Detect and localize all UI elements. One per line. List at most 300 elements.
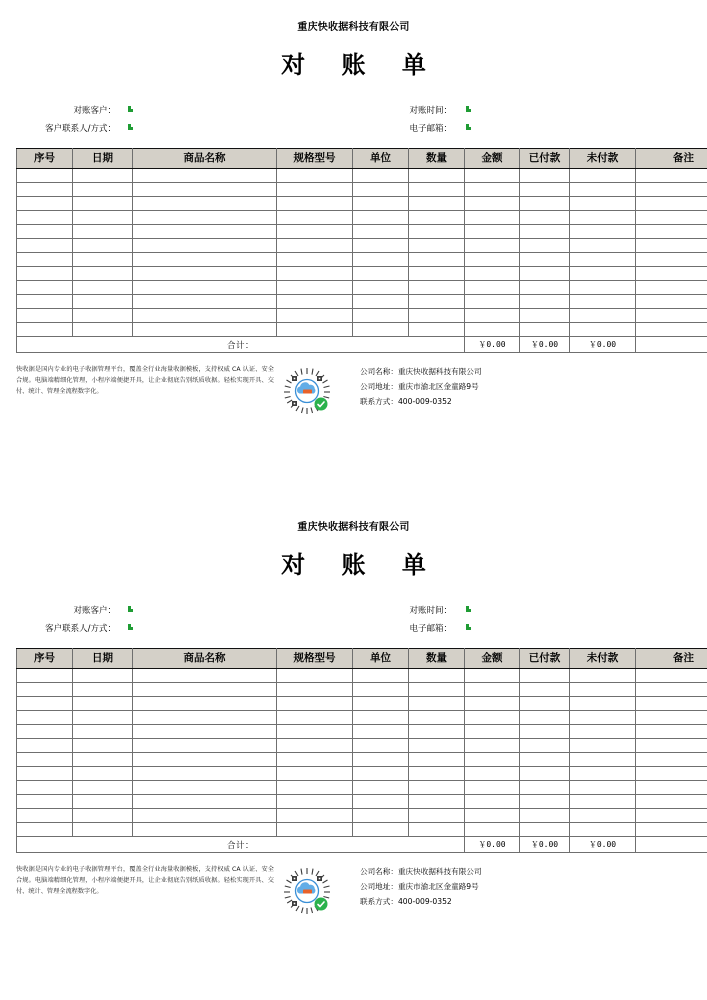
cell-qty[interactable] (409, 323, 465, 337)
table-row[interactable] (17, 309, 707, 323)
total-label: 合计： (17, 837, 465, 853)
cell-unit[interactable] (353, 253, 409, 267)
field-label: 客户联系人/方式： (45, 624, 116, 634)
cell-date[interactable] (73, 197, 133, 211)
cell-qty[interactable] (409, 309, 465, 323)
cell-seq[interactable] (17, 753, 73, 767)
cell-unit[interactable] (353, 669, 409, 683)
cell-product[interactable] (133, 183, 277, 197)
cell-amount[interactable] (465, 253, 520, 267)
cell-unpaid[interactable] (570, 669, 636, 683)
cell-seq[interactable] (17, 267, 73, 281)
cell-date[interactable] (73, 795, 133, 809)
cell-remark[interactable] (636, 253, 707, 267)
cell-product[interactable] (133, 781, 277, 795)
cell-remark[interactable] (636, 323, 707, 337)
cell-qty[interactable] (409, 711, 465, 725)
cell-spec[interactable] (277, 781, 353, 795)
cell-paid[interactable] (520, 739, 570, 753)
cell-seq[interactable] (17, 739, 73, 753)
cell-paid[interactable] (520, 683, 570, 697)
cell-unit[interactable] (353, 267, 409, 281)
cell-date[interactable] (73, 725, 133, 739)
cell-unit[interactable] (353, 823, 409, 837)
cell-seq[interactable] (17, 211, 73, 225)
cell-spec[interactable] (277, 225, 353, 239)
cell-seq[interactable] (17, 683, 73, 697)
cell-spec[interactable] (277, 669, 353, 683)
cell-unpaid[interactable] (570, 183, 636, 197)
cell-qty[interactable] (409, 781, 465, 795)
cell-amount[interactable] (465, 309, 520, 323)
total-unpaid: ￥0.00 (570, 837, 636, 853)
table-row[interactable] (17, 669, 707, 683)
column-header-unpaid: 未付款 (570, 649, 636, 669)
cell-spec[interactable] (277, 711, 353, 725)
cell-unpaid[interactable] (570, 281, 636, 295)
cell-unpaid[interactable] (570, 823, 636, 837)
cell-amount[interactable] (465, 669, 520, 683)
cell-unpaid[interactable] (570, 197, 636, 211)
cell-amount[interactable] (465, 323, 520, 337)
cell-remark[interactable] (636, 169, 707, 183)
cell-product[interactable] (133, 725, 277, 739)
cell-qty[interactable] (409, 823, 465, 837)
cell-qty[interactable] (409, 683, 465, 697)
cell-product[interactable] (133, 669, 277, 683)
cell-spec[interactable] (277, 183, 353, 197)
cell-seq[interactable] (17, 809, 73, 823)
column-header-amount: 金额 (465, 649, 520, 669)
cell-amount[interactable] (465, 823, 520, 837)
cell-amount[interactable] (465, 725, 520, 739)
table-row[interactable] (17, 183, 707, 197)
table-row[interactable] (17, 767, 707, 781)
cell-amount[interactable] (465, 295, 520, 309)
cell-seq[interactable] (17, 669, 73, 683)
cell-spec[interactable] (277, 683, 353, 697)
cell-paid[interactable] (520, 809, 570, 823)
cell-unpaid[interactable] (570, 781, 636, 795)
corp-value: 重庆市渝北区金童路9号 (397, 381, 479, 391)
cell-unpaid[interactable] (570, 739, 636, 753)
field-email[interactable] (396, 120, 686, 138)
cell-paid[interactable] (520, 225, 570, 239)
cell-product[interactable] (133, 809, 277, 823)
table-row[interactable] (17, 197, 707, 211)
cell-unpaid[interactable] (570, 323, 636, 337)
cell-unit[interactable] (353, 711, 409, 725)
cell-qty[interactable] (409, 795, 465, 809)
cell-product[interactable] (133, 309, 277, 323)
cell-date[interactable] (73, 683, 133, 697)
cell-qty[interactable] (409, 725, 465, 739)
cell-unpaid[interactable] (570, 267, 636, 281)
corp-label: 公司地址： (360, 881, 398, 891)
promo-blurb: 快收据是国内专业的电子收据管理平台，覆盖全行业海量收据模板，支持权威 CA 认证、安全合规。电脑端精细化管理，小程序端便捷开具，让企业彻底告别纸质收据。轻松实现开具、交付、统计、管理全流程数字化。 (16, 866, 274, 895)
cell-unit[interactable] (353, 683, 409, 697)
cell-remark[interactable] (636, 725, 707, 739)
cell-spec[interactable] (277, 725, 353, 739)
cell-product[interactable] (133, 739, 277, 753)
table-row[interactable] (17, 725, 707, 739)
table-row[interactable] (17, 253, 707, 267)
meta-column-left (42, 602, 372, 638)
cell-product[interactable] (133, 697, 277, 711)
cell-date[interactable] (73, 711, 133, 725)
cell-spec[interactable] (277, 253, 353, 267)
cell-seq[interactable] (17, 725, 73, 739)
table-row[interactable] (17, 753, 707, 767)
cell-unpaid[interactable] (570, 683, 636, 697)
cell-date[interactable] (73, 753, 133, 767)
cell-date[interactable] (73, 697, 133, 711)
cell-amount[interactable] (465, 711, 520, 725)
cell-remark[interactable] (636, 823, 707, 837)
cell-unpaid[interactable] (570, 725, 636, 739)
cell-remark[interactable] (636, 711, 707, 725)
table-row[interactable] (17, 697, 707, 711)
cell-date[interactable] (73, 253, 133, 267)
cell-date[interactable] (73, 669, 133, 683)
cell-spec[interactable] (277, 739, 353, 753)
total-label: 合计： (17, 337, 465, 353)
cell-product[interactable] (133, 169, 277, 183)
cell-remark[interactable] (636, 309, 707, 323)
table-row[interactable] (17, 739, 707, 753)
cell-unit[interactable] (353, 739, 409, 753)
cell-seq[interactable] (17, 281, 73, 295)
cell-product[interactable] (133, 197, 277, 211)
cell-spec[interactable] (277, 295, 353, 309)
cell-spec[interactable] (277, 323, 353, 337)
cell-amount[interactable] (465, 169, 520, 183)
cell-unpaid[interactable] (570, 211, 636, 225)
field-customer-contact[interactable] (42, 120, 372, 138)
cell-spec[interactable] (277, 267, 353, 281)
cell-qty[interactable] (409, 809, 465, 823)
cell-product[interactable] (133, 239, 277, 253)
cell-unit[interactable] (353, 781, 409, 795)
cell-amount[interactable] (465, 683, 520, 697)
cell-unpaid[interactable] (570, 253, 636, 267)
cell-remark[interactable] (636, 183, 707, 197)
cell-date[interactable] (73, 809, 133, 823)
cell-date[interactable] (73, 183, 133, 197)
table-row[interactable] (17, 281, 707, 295)
cell-remark[interactable] (636, 197, 707, 211)
cell-seq[interactable] (17, 183, 73, 197)
cell-amount[interactable] (465, 197, 520, 211)
cell-paid[interactable] (520, 267, 570, 281)
cell-spec[interactable] (277, 767, 353, 781)
column-header-unit: 单位 (353, 149, 409, 169)
cell-unpaid[interactable] (570, 767, 636, 781)
table-row[interactable] (17, 795, 707, 809)
cell-amount[interactable] (465, 267, 520, 281)
cell-qty[interactable] (409, 669, 465, 683)
cell-remark[interactable] (636, 767, 707, 781)
cell-date[interactable] (73, 739, 133, 753)
cell-product[interactable] (133, 281, 277, 295)
cell-product[interactable] (133, 753, 277, 767)
cell-remark[interactable] (636, 781, 707, 795)
cell-remark[interactable] (636, 295, 707, 309)
cell-seq[interactable] (17, 697, 73, 711)
cell-date[interactable] (73, 267, 133, 281)
cell-product[interactable] (133, 711, 277, 725)
cell-unit[interactable] (353, 309, 409, 323)
cell-seq[interactable] (17, 823, 73, 837)
cell-date[interactable] (73, 211, 133, 225)
cell-seq[interactable] (17, 197, 73, 211)
cell-unit[interactable] (353, 239, 409, 253)
green-marker-icon (128, 124, 133, 130)
cell-remark[interactable] (636, 211, 707, 225)
page-title: 对 账 单 (281, 551, 440, 579)
cell-paid[interactable] (520, 183, 570, 197)
cell-seq[interactable] (17, 795, 73, 809)
cell-remark[interactable] (636, 697, 707, 711)
cell-remark[interactable] (636, 669, 707, 683)
cell-remark[interactable] (636, 683, 707, 697)
cell-date[interactable] (73, 281, 133, 295)
cell-seq[interactable] (17, 169, 73, 183)
cell-spec[interactable] (277, 823, 353, 837)
cell-unpaid[interactable] (570, 295, 636, 309)
cell-unpaid[interactable] (570, 309, 636, 323)
table-row[interactable] (17, 211, 707, 225)
cell-qty[interactable] (409, 767, 465, 781)
field-account-date[interactable] (396, 602, 686, 620)
cell-unit[interactable] (353, 211, 409, 225)
cell-unit[interactable] (353, 697, 409, 711)
cell-qty[interactable] (409, 281, 465, 295)
cell-qty[interactable] (409, 197, 465, 211)
cell-product[interactable] (133, 823, 277, 837)
cell-date[interactable] (73, 309, 133, 323)
cell-date[interactable] (73, 169, 133, 183)
cell-amount[interactable] (465, 211, 520, 225)
cell-unpaid[interactable] (570, 753, 636, 767)
cell-qty[interactable] (409, 739, 465, 753)
cell-remark[interactable] (636, 267, 707, 281)
cell-date[interactable] (73, 239, 133, 253)
field-label: 电子邮箱： (409, 124, 452, 134)
cell-unpaid[interactable] (570, 239, 636, 253)
cell-unpaid[interactable] (570, 711, 636, 725)
cell-qty[interactable] (409, 211, 465, 225)
cell-paid[interactable] (520, 253, 570, 267)
cell-remark[interactable] (636, 225, 707, 239)
cell-date[interactable] (73, 323, 133, 337)
cell-spec[interactable] (277, 239, 353, 253)
cell-date[interactable] (73, 295, 133, 309)
cell-product[interactable] (133, 683, 277, 697)
cell-spec[interactable] (277, 795, 353, 809)
cell-product[interactable] (133, 253, 277, 267)
statement-table-wrap (16, 148, 694, 353)
table-row[interactable] (17, 683, 707, 697)
cell-qty[interactable] (409, 239, 465, 253)
cell-paid[interactable] (520, 795, 570, 809)
cell-amount[interactable] (465, 239, 520, 253)
cell-product[interactable] (133, 267, 277, 281)
cell-date[interactable] (73, 781, 133, 795)
cell-paid[interactable] (520, 211, 570, 225)
cell-paid[interactable] (520, 781, 570, 795)
cell-spec[interactable] (277, 211, 353, 225)
cell-paid[interactable] (520, 281, 570, 295)
cell-qty[interactable] (409, 267, 465, 281)
table-row[interactable] (17, 781, 707, 795)
cell-spec[interactable] (277, 281, 353, 295)
column-header-spec: 规格型号 (277, 149, 353, 169)
table-header-row (17, 649, 707, 669)
cell-unit[interactable] (353, 197, 409, 211)
cell-paid[interactable] (520, 239, 570, 253)
meta-column-left (42, 102, 372, 138)
cell-remark[interactable] (636, 739, 707, 753)
cell-qty[interactable] (409, 225, 465, 239)
cell-qty[interactable] (409, 169, 465, 183)
cell-unit[interactable] (353, 169, 409, 183)
cell-unit[interactable] (353, 295, 409, 309)
corp-line-phone (360, 395, 482, 410)
cell-unpaid[interactable] (570, 697, 636, 711)
cell-unit[interactable] (353, 281, 409, 295)
cell-qty[interactable] (409, 697, 465, 711)
table-row[interactable] (17, 809, 707, 823)
cell-paid[interactable] (520, 753, 570, 767)
cell-remark[interactable] (636, 281, 707, 295)
cell-paid[interactable] (520, 309, 570, 323)
field-label: 对账时间： (409, 106, 452, 116)
cell-qty[interactable] (409, 753, 465, 767)
table-row[interactable] (17, 295, 707, 309)
cell-amount[interactable] (465, 183, 520, 197)
cell-unit[interactable] (353, 725, 409, 739)
table-row[interactable] (17, 239, 707, 253)
cell-paid[interactable] (520, 169, 570, 183)
cell-date[interactable] (73, 823, 133, 837)
cell-spec[interactable] (277, 753, 353, 767)
cell-amount[interactable] (465, 753, 520, 767)
cell-seq[interactable] (17, 309, 73, 323)
table-row[interactable] (17, 323, 707, 337)
cell-amount[interactable] (465, 767, 520, 781)
cell-unit[interactable] (353, 767, 409, 781)
cell-date[interactable] (73, 767, 133, 781)
cell-remark[interactable] (636, 809, 707, 823)
cell-unpaid[interactable] (570, 795, 636, 809)
cell-unit[interactable] (353, 183, 409, 197)
corp-label: 公司地址： (360, 381, 398, 391)
cell-spec[interactable] (277, 809, 353, 823)
meta-block (0, 602, 707, 638)
cell-paid[interactable] (520, 697, 570, 711)
cell-unit[interactable] (353, 225, 409, 239)
table-header-row (17, 149, 707, 169)
cell-spec[interactable] (277, 169, 353, 183)
cell-unit[interactable] (353, 795, 409, 809)
total-unpaid: ￥0.00 (570, 337, 636, 353)
cell-amount[interactable] (465, 281, 520, 295)
cell-paid[interactable] (520, 323, 570, 337)
cell-amount[interactable] (465, 809, 520, 823)
field-account-customer[interactable] (42, 102, 372, 120)
cell-amount[interactable] (465, 225, 520, 239)
cell-product[interactable] (133, 767, 277, 781)
cell-unit[interactable] (353, 753, 409, 767)
cell-product[interactable] (133, 795, 277, 809)
cell-date[interactable] (73, 225, 133, 239)
cell-product[interactable] (133, 295, 277, 309)
field-email[interactable] (396, 620, 686, 638)
cell-paid[interactable] (520, 197, 570, 211)
cell-seq[interactable] (17, 225, 73, 239)
cell-remark[interactable] (636, 753, 707, 767)
table-row[interactable] (17, 711, 707, 725)
cell-seq[interactable] (17, 253, 73, 267)
cell-unit[interactable] (353, 809, 409, 823)
cell-paid[interactable] (520, 767, 570, 781)
cell-qty[interactable] (409, 183, 465, 197)
table-row[interactable] (17, 225, 707, 239)
cell-qty[interactable] (409, 295, 465, 309)
meta-block (0, 102, 707, 138)
cell-amount[interactable] (465, 697, 520, 711)
cell-seq[interactable] (17, 323, 73, 337)
cell-amount[interactable] (465, 795, 520, 809)
table-row[interactable] (17, 169, 707, 183)
cell-product[interactable] (133, 225, 277, 239)
field-customer-contact[interactable] (42, 620, 372, 638)
cell-spec[interactable] (277, 309, 353, 323)
table-row[interactable] (17, 823, 707, 837)
cell-unpaid[interactable] (570, 809, 636, 823)
field-account-customer[interactable] (42, 602, 372, 620)
field-account-date[interactable] (396, 102, 686, 120)
cell-remark[interactable] (636, 239, 707, 253)
cell-remark[interactable] (636, 795, 707, 809)
statement-table (16, 648, 707, 853)
cell-seq[interactable] (17, 239, 73, 253)
cell-amount[interactable] (465, 739, 520, 753)
cell-seq[interactable] (17, 295, 73, 309)
cell-product[interactable] (133, 323, 277, 337)
cell-paid[interactable] (520, 725, 570, 739)
cell-seq[interactable] (17, 767, 73, 781)
table-total-row (17, 837, 707, 853)
cell-qty[interactable] (409, 253, 465, 267)
corp-label: 公司名称： (360, 867, 398, 876)
cell-spec[interactable] (277, 697, 353, 711)
cell-seq[interactable] (17, 711, 73, 725)
cell-product[interactable] (133, 211, 277, 225)
cell-unpaid[interactable] (570, 169, 636, 183)
cell-spec[interactable] (277, 197, 353, 211)
table-row[interactable] (17, 267, 707, 281)
cell-paid[interactable] (520, 669, 570, 683)
cell-unpaid[interactable] (570, 225, 636, 239)
cell-paid[interactable] (520, 295, 570, 309)
cell-amount[interactable] (465, 781, 520, 795)
cell-paid[interactable] (520, 711, 570, 725)
cell-unit[interactable] (353, 323, 409, 337)
cell-paid[interactable] (520, 823, 570, 837)
cell-seq[interactable] (17, 781, 73, 795)
